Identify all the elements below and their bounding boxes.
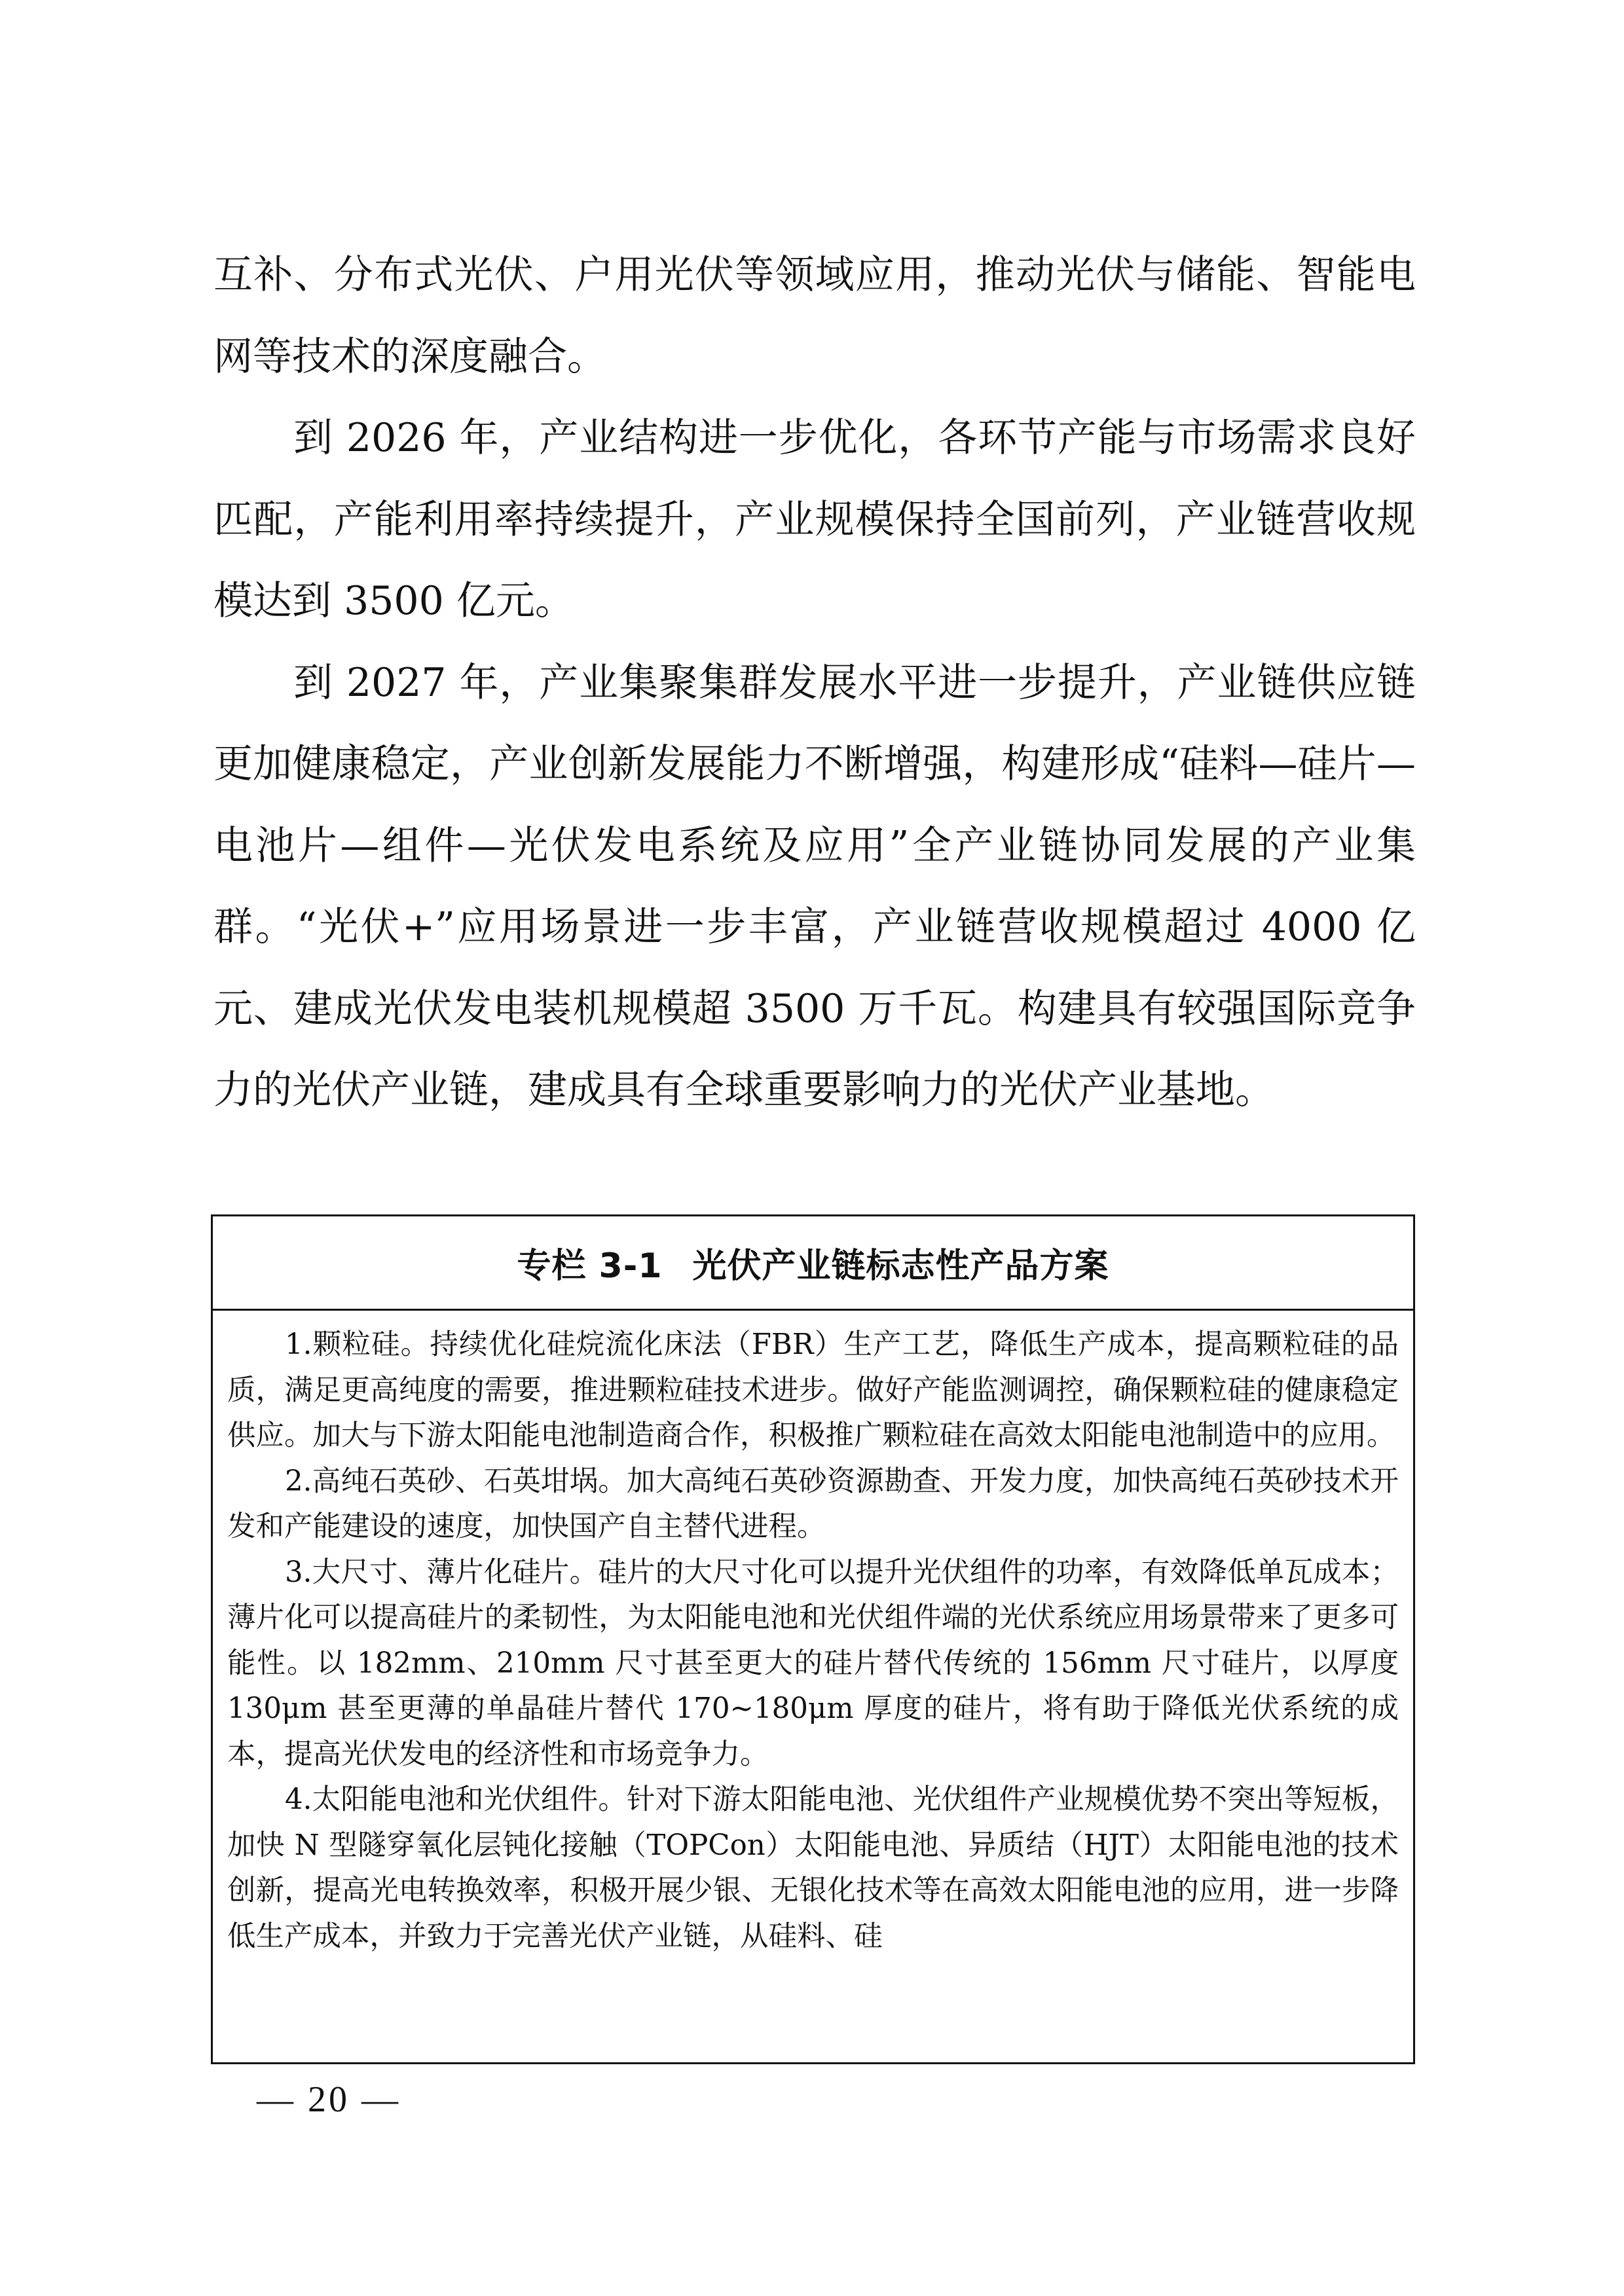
box-item-wafers: 3.大尺寸、薄片化硅片。硅片的大尺寸化可以提升光伏组件的功率，有效降低单瓦成本；薄片化可以提高硅片的柔韧性，为太阳能电池和光伏组件端的光伏系统应用场景带来了更多可能性。以 182mm、210mm 尺寸甚至更大的硅片替代传统的 156mm 尺寸硅片，以厚度 130μm 甚至更薄的单晶硅片替代 170~180μm 厚度的硅片，将有助于降低光伏系统的成本，提高光伏发电的经济性和市场竞争力。 (227, 1556, 1399, 1771)
box-item-cells-modules: 4.太阳能电池和光伏组件。针对下游太阳能电池、光伏组件产业规模优势不突出等短板，加快 N 型隧穿氧化层钝化接触（TOPCon）太阳能电池、异质结（HJT）太阳能电池的技术创新，提高光电转换效率，积极开展少银、无银化技术等在高效太阳能电池的应用，进一步降低生产成本，并致力于完善光伏产业链，从硅料、硅 (227, 1783, 1399, 1953)
feature-box-number: 专栏 3-1 (517, 1247, 663, 1286)
box-item-quartz: 2.高纯石英砂、石英坩埚。加大高纯石英砂资源勘查、开发力度，加快高纯石英砂技术开发和产能建设的速度，加快国产自主替代进程。 (227, 1465, 1399, 1543)
box-item-granular-silicon: 1.颗粒硅。持续优化硅烷流化床法（FBR）生产工艺，降低生产成本，提高颗粒硅的品质，满足更高纯度的需要，推进颗粒硅技术进步。做好产能监测调控，确保颗粒硅的健康稳定供应。加大与下游太阳能电池制造商合作，积极推广颗粒硅在高效太阳能电池制造中的应用。 (227, 1328, 1399, 1452)
paragraph-2026-target: 到 2026 年，产业结构进一步优化，各环节产能与市场需求良好匹配，产能利用率持续提升，产业规模保持全国前列，产业链营收规模达到 3500 亿元。 (213, 415, 1416, 624)
paragraph-2027-target: 到 2027 年，产业集聚集群发展水平进一步提升，产业链供应链更加健康稳定，产业创新发展能力不断增强，构建形成“硅料—硅片—电池片—组件—光伏发电系统及应用”全产业链协同发展的产业集群。“光伏+”应用场景进一步丰富，产业链营收规模超过 4000 亿元、建成光伏发电装机规模超 3500 万千瓦。构建具有较强国际竞争力的光伏产业链，建成具有全球重要影响力的光伏产业基地。 (213, 659, 1416, 1113)
paragraph-1: 互补、分布式光伏、户用光伏等领域应用，推动光伏与储能、智能电网等技术的深度融合。 (213, 252, 1416, 380)
feature-box-title: 光伏产业链标志性产品方案 (692, 1247, 1109, 1286)
page-number: — 20 — (257, 2079, 401, 2120)
feature-box-header (213, 1216, 1413, 1311)
body-text (213, 234, 1416, 1131)
feature-box-3-1 (211, 1214, 1415, 2064)
feature-box-body (213, 1311, 1413, 1959)
